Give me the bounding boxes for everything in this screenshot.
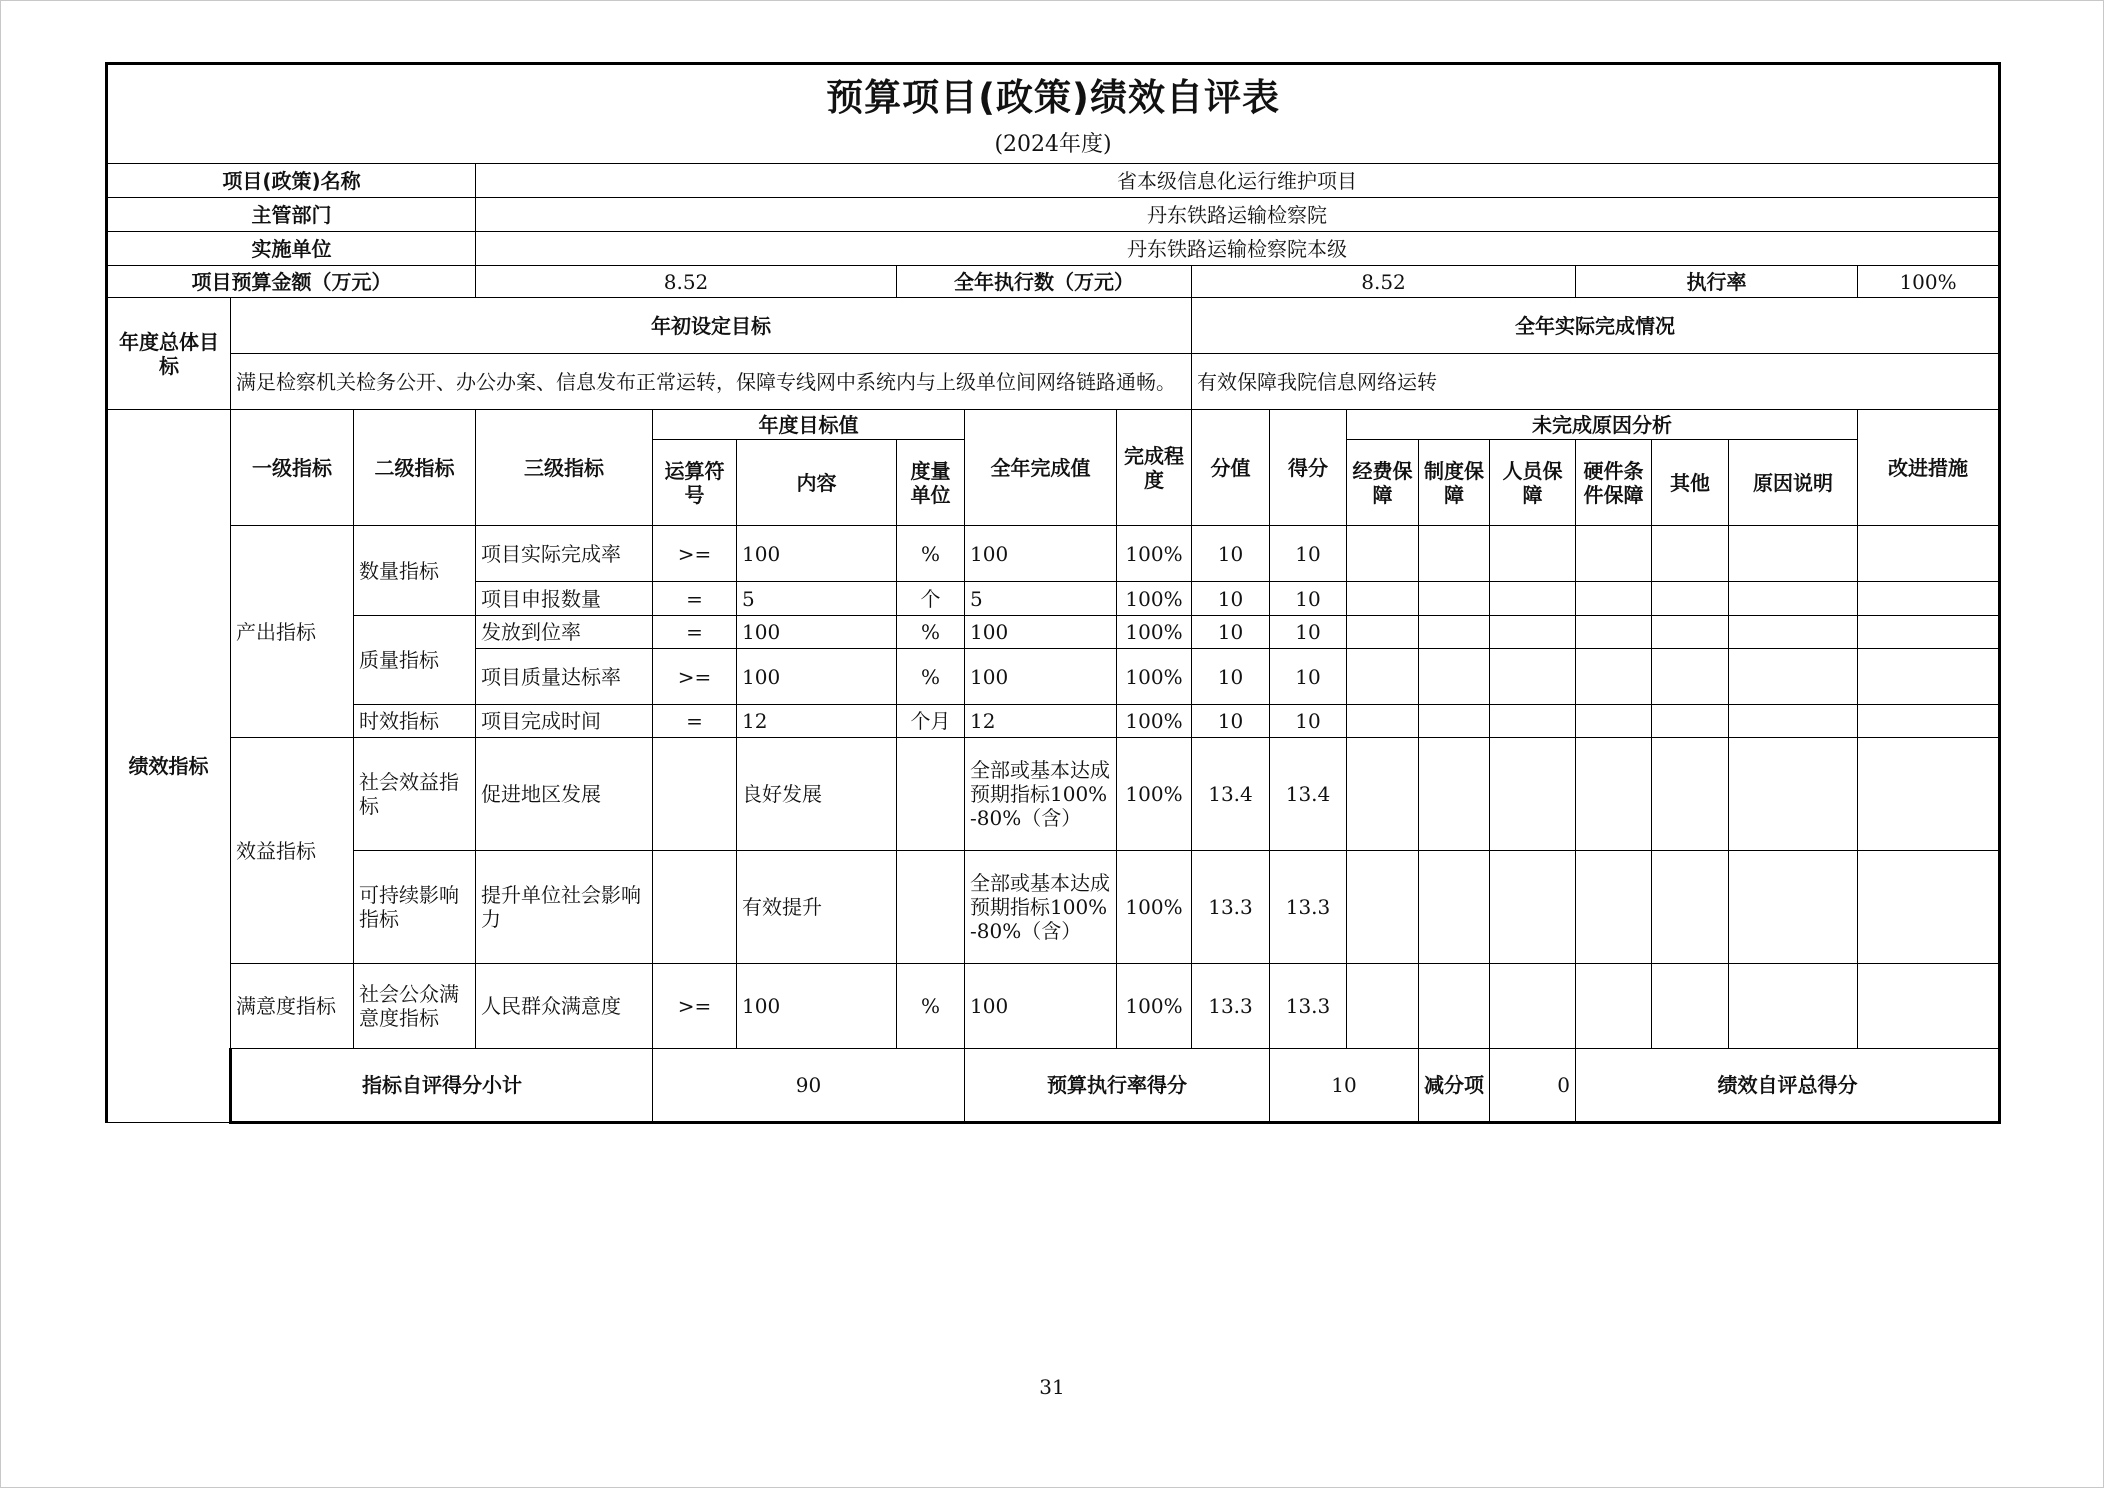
goals-label: 年度总体目标 <box>107 298 231 410</box>
op-cell: >= <box>653 649 737 705</box>
weight-cell: 13.3 <box>1192 851 1270 964</box>
reason-hardware-header: 硬件条件保障 <box>1576 440 1652 526</box>
improve-header: 改进措施 <box>1858 410 2000 526</box>
unit-cell: % <box>897 649 965 705</box>
score-cell: 10 <box>1270 526 1347 582</box>
score-cell: 13.4 <box>1270 738 1347 851</box>
unit-cell: % <box>897 964 965 1049</box>
content-cell: 100 <box>737 964 897 1049</box>
group-quality: 质量指标 <box>354 616 476 705</box>
content-cell: 100 <box>737 649 897 705</box>
table-row <box>107 738 2000 851</box>
budget-rate-label: 预算执行率得分 <box>965 1049 1270 1123</box>
completion-cell: 100% <box>1117 851 1192 964</box>
deduct-value: 0 <box>1490 1049 1576 1123</box>
unit-header: 度量单位 <box>897 440 965 526</box>
actual-cell: 100 <box>965 964 1117 1049</box>
group-benefit: 效益指标 <box>231 738 354 964</box>
table-row <box>107 964 2000 1049</box>
l3-cell: 提升单位社会影响力 <box>476 851 653 964</box>
op-cell: = <box>653 705 737 738</box>
group-quantity: 数量指标 <box>354 526 476 616</box>
rate-value: 100% <box>1858 266 2000 298</box>
unit-cell: % <box>897 526 965 582</box>
op-header: 运算符号 <box>653 440 737 526</box>
op-cell <box>653 738 737 851</box>
page-title: 预算项目(政策)绩效自评表 <box>826 75 1280 119</box>
op-cell <box>653 851 737 964</box>
unit-cell: % <box>897 616 965 649</box>
content-cell: 100 <box>737 616 897 649</box>
dept-label: 主管部门 <box>107 198 476 232</box>
reason-system-header: 制度保障 <box>1419 440 1490 526</box>
completion-cell: 100% <box>1117 616 1192 649</box>
title-cell <box>107 64 2000 164</box>
weight-cell: 10 <box>1192 582 1270 616</box>
l3-cell: 发放到位率 <box>476 616 653 649</box>
deduct-label: 减分项 <box>1419 1049 1490 1123</box>
actual-cell: 全部或基本达成预期指标100%-80%（含） <box>965 738 1117 851</box>
weight-cell: 10 <box>1192 616 1270 649</box>
reason-other-header: 其他 <box>1652 440 1729 526</box>
completion-header: 完成程度 <box>1117 410 1192 526</box>
l3-cell: 项目完成时间 <box>476 705 653 738</box>
l3-cell: 项目质量达标率 <box>476 649 653 705</box>
l3-cell: 人民群众满意度 <box>476 964 653 1049</box>
score-cell: 13.3 <box>1270 851 1347 964</box>
budget-rate-value: 10 <box>1270 1049 1419 1123</box>
actual-cell: 全部或基本达成预期指标100%-80%（含） <box>965 851 1117 964</box>
project-name: 省本级信息化运行维护项目 <box>476 164 2000 198</box>
content-cell: 良好发展 <box>737 738 897 851</box>
score-cell: 10 <box>1270 649 1347 705</box>
unit-cell <box>897 738 965 851</box>
weight-cell: 10 <box>1192 526 1270 582</box>
table-row <box>107 851 2000 964</box>
completion-cell: 100% <box>1117 649 1192 705</box>
actual-cell: 100 <box>965 526 1117 582</box>
completion-cell: 100% <box>1117 582 1192 616</box>
score-cell: 10 <box>1270 616 1347 649</box>
reason-group-header: 未完成原因分析 <box>1347 410 1858 440</box>
content-cell: 12 <box>737 705 897 738</box>
content-cell: 100 <box>737 526 897 582</box>
rate-label: 执行率 <box>1576 266 1858 298</box>
op-cell: >= <box>653 964 737 1049</box>
project-name-label: 项目(政策)名称 <box>107 164 476 198</box>
exec-label: 全年执行数（万元） <box>897 266 1192 298</box>
evaluation-sheet <box>105 62 1998 1097</box>
weight-cell: 13.3 <box>1192 964 1270 1049</box>
content-header: 内容 <box>737 440 897 526</box>
unit-cell: 个月 <box>897 705 965 738</box>
weight-cell: 10 <box>1192 649 1270 705</box>
completion-cell: 100% <box>1117 526 1192 582</box>
l3-cell: 促进地区发展 <box>476 738 653 851</box>
actual-cell: 100 <box>965 616 1117 649</box>
weight-cell: 10 <box>1192 705 1270 738</box>
initial-goal-header: 年初设定目标 <box>231 298 1192 354</box>
l2-header: 二级指标 <box>354 410 476 526</box>
budget-label: 项目预算金额（万元） <box>107 266 476 298</box>
page-subtitle: (2024年度) <box>994 132 1112 157</box>
table-row <box>107 616 2000 649</box>
score-value-header: 分值 <box>1192 410 1270 526</box>
unit-cell: 个 <box>897 582 965 616</box>
budget-value: 8.52 <box>476 266 897 298</box>
initial-goal-text: 满足检察机关检务公开、办公办案、信息发布正常运转，保障专线网中系统内与上级单位间网络链路通畅。 <box>231 354 1192 410</box>
l3-cell: 项目实际完成率 <box>476 526 653 582</box>
unit-label: 实施单位 <box>107 232 476 266</box>
reason-explain-header: 原因说明 <box>1729 440 1858 526</box>
actual-cell: 100 <box>965 649 1117 705</box>
l1-header: 一级指标 <box>231 410 354 526</box>
weight-cell: 13.4 <box>1192 738 1270 851</box>
table-row <box>107 705 2000 738</box>
group-public-sat: 社会公众满意度指标 <box>354 964 476 1049</box>
group-sustain: 可持续影响指标 <box>354 851 476 964</box>
total-label: 绩效自评总得分 <box>1576 1049 2000 1123</box>
unit-value: 丹东铁路运输检察院本级 <box>476 232 2000 266</box>
group-timeliness: 时效指标 <box>354 705 476 738</box>
actual-cell: 12 <box>965 705 1117 738</box>
table-row <box>107 526 2000 582</box>
subtotal-value: 90 <box>653 1049 965 1123</box>
exec-value: 8.52 <box>1192 266 1576 298</box>
score-cell: 10 <box>1270 705 1347 738</box>
content-cell: 5 <box>737 582 897 616</box>
score-header: 得分 <box>1270 410 1347 526</box>
op-cell: >= <box>653 526 737 582</box>
group-output: 产出指标 <box>231 526 354 738</box>
group-satisfaction: 满意度指标 <box>231 964 354 1049</box>
score-cell: 13.3 <box>1270 964 1347 1049</box>
completion-cell: 100% <box>1117 705 1192 738</box>
completion-cell: 100% <box>1117 964 1192 1049</box>
group-social: 社会效益指标 <box>354 738 476 851</box>
completion-cell: 100% <box>1117 738 1192 851</box>
actual-goal-text: 有效保障我院信息网络运转 <box>1192 354 2000 410</box>
unit-cell <box>897 851 965 964</box>
op-cell: = <box>653 616 737 649</box>
op-cell: = <box>653 582 737 616</box>
reason-staff-header: 人员保障 <box>1490 440 1576 526</box>
evaluation-table <box>105 62 2001 1124</box>
actual-cell: 5 <box>965 582 1117 616</box>
score-cell: 10 <box>1270 582 1347 616</box>
l3-header: 三级指标 <box>476 410 653 526</box>
reason-fund-header: 经费保障 <box>1347 440 1419 526</box>
dept-value: 丹东铁路运输检察院 <box>476 198 2000 232</box>
page-number: 31 <box>1039 1375 1065 1399</box>
subtotal-label: 指标自评得分小计 <box>231 1049 653 1123</box>
content-cell: 有效提升 <box>737 851 897 964</box>
l3-cell: 项目申报数量 <box>476 582 653 616</box>
actual-goal-header: 全年实际完成情况 <box>1192 298 2000 354</box>
perf-label: 绩效指标 <box>107 410 231 1123</box>
actual-value-header: 全年完成值 <box>965 410 1117 526</box>
target-group-header: 年度目标值 <box>653 410 965 440</box>
